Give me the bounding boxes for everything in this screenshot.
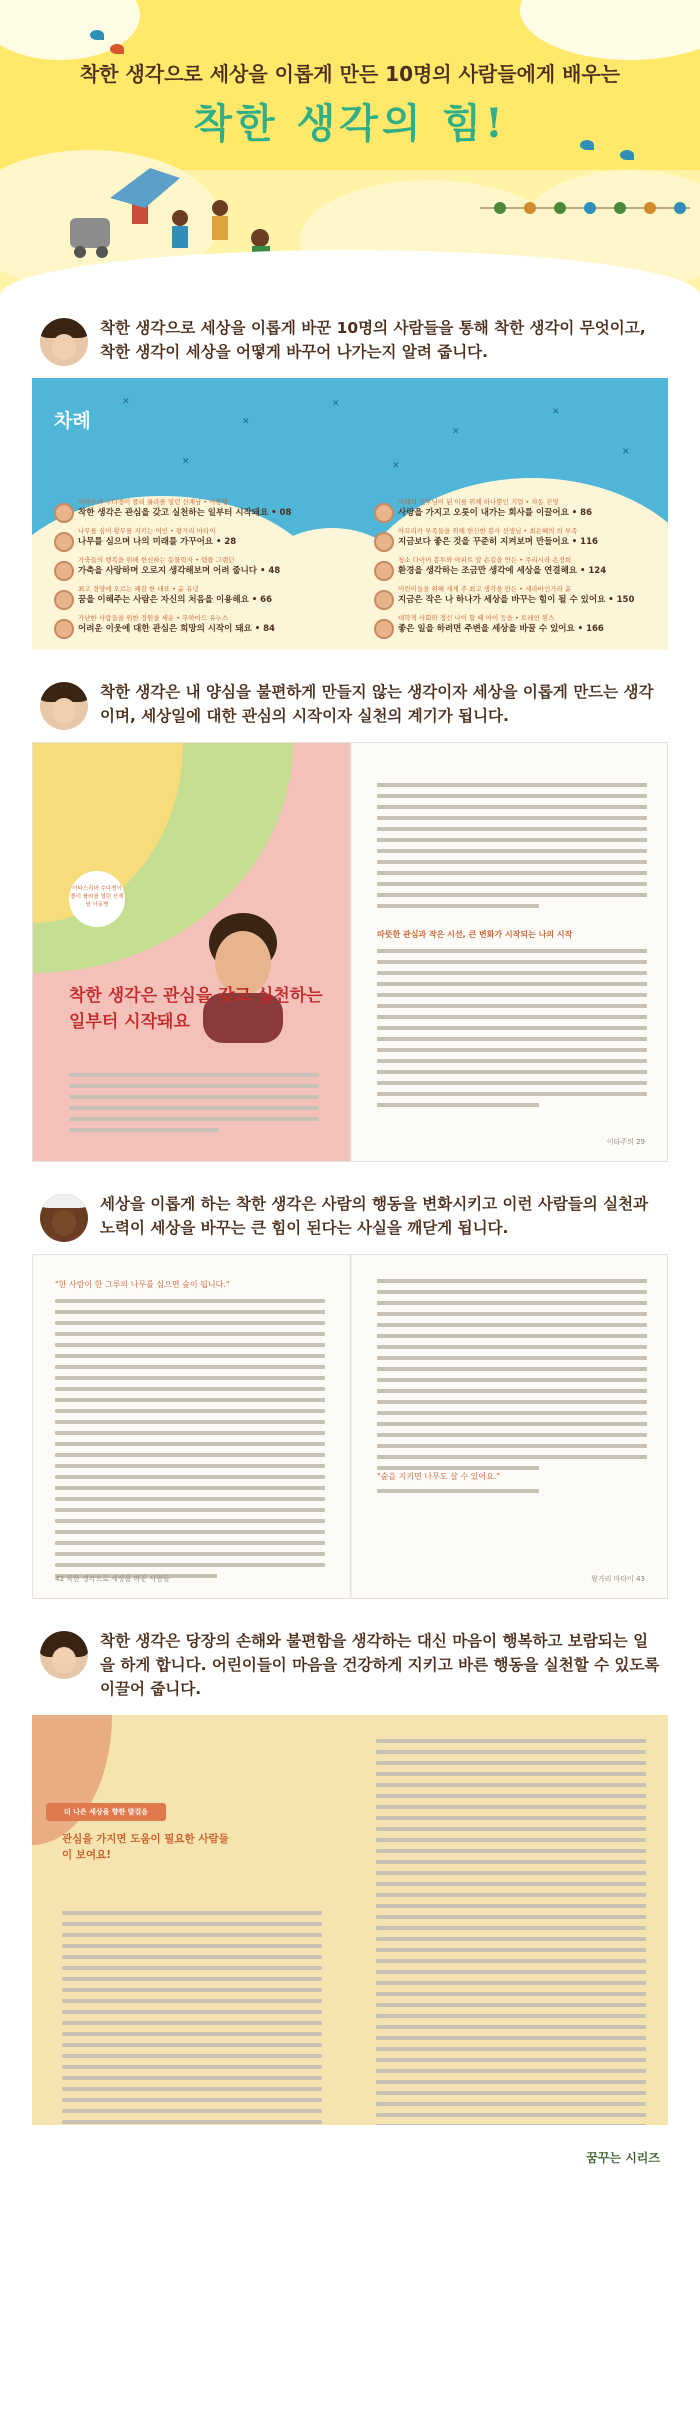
portrait-thumb: [54, 503, 74, 523]
portrait-thumb: [374, 619, 394, 639]
toc-item-main: 가축을 사랑하며 오로지 생각해보며 어려 줍니다 • 48: [78, 566, 281, 576]
portrait-thumb: [374, 590, 394, 610]
portrait-thumb: [374, 503, 394, 523]
toc-item-sub: 아프리카 부족들을 위해 헌신한 봉사 선생님 • 최은혜의 의 부족: [398, 527, 578, 535]
spread-right-page: [351, 1255, 668, 1598]
hero-title: 착한 생각의 힘!: [193, 100, 507, 147]
speech-bubble: 이타스리마 수다쟁이 폴리 롤라를 열린 산재남 아동병: [69, 871, 125, 927]
toc-item[interactable]: [48, 556, 338, 585]
section-change: [0, 1162, 700, 1599]
toc-item-main: 꿈을 이해주는 사람은 자신의 처음을 이용해요 • 66: [78, 595, 272, 605]
section-header: [0, 1599, 700, 1701]
toc-item[interactable]: [368, 614, 658, 643]
toc-item[interactable]: [368, 498, 658, 527]
portrait-thumb: [54, 561, 74, 581]
section-text: 착한 생각은 당장의 손해와 불편함을 생각하는 대신 마음이 행복하고 보람되는 일을 하게 합니다. 어린이들이 마음을 건강하게 지키고 바른 행동을 실천할 수 있도록 이끌어 줍니다.: [100, 1632, 660, 1698]
toc-item-sub: 대학적 사회와 정신 나이 할 때 아이 등을 • 트레인 윈스: [398, 614, 555, 622]
toc-item-main: 좋은 일을 하려면 주변을 세상을 바꿀 수 있어요 • 166: [398, 624, 604, 634]
toc-item-main: 착한 생각은 관심을 갖고 실천하는 일부터 시작돼요 • 08: [78, 508, 292, 518]
hero-subtitle: 착한 생각으로 세상을 이롭게 만든 10명의 사람들에게 배우는: [79, 62, 621, 86]
avatar: [40, 318, 88, 366]
toc-item-main: 사랑을 가지고 오롯이 내가는 회사를 이끌어요 • 86: [398, 508, 592, 518]
toc-item-sub: 가난한 사람들을 위한 정원을 세운 • 무하마드 유누스: [78, 614, 229, 622]
body-text-block: [376, 1739, 646, 2125]
portrait-thumb: [54, 590, 74, 610]
section-header: [0, 1162, 700, 1240]
portrait-thumb: [374, 532, 394, 552]
toc-item[interactable]: [368, 585, 658, 614]
section-text: 착한 생각은 내 양심을 불편하게 만들지 않는 생각이자 세상을 이롭게 만드는 생각이며, 세상일에 대한 관심의 시작이자 실천의 계기가 됩니다.: [100, 683, 654, 725]
body-text-block: [377, 1489, 647, 1500]
toc-item-main: 어려운 이웃에 대한 관심은 희망의 시작이 돼요 • 84: [78, 624, 275, 634]
avatar: [40, 1194, 88, 1242]
section-header: [0, 300, 700, 364]
toc-item[interactable]: [368, 556, 658, 585]
bird-icon: [110, 44, 124, 54]
avatar: [40, 1631, 88, 1679]
page-number: 왕가리 마타이 43: [591, 1575, 645, 1583]
section-text: 착한 생각으로 세상을 이롭게 바꾼 10명의 사람들을 통해 착한 생각이 무엇이고, 착한 생각이 세상을 어떻게 바꾸어 나가는지 알려 줍니다.: [100, 319, 646, 361]
subheading: 따뜻한 관심과 작은 시선, 큰 변화가 시작되는 나의 시작: [377, 930, 573, 939]
toc-item-main: 환경을 생각하는 조금만 생각에 세상을 연결해요 • 124: [398, 566, 607, 576]
toc-column-right: [368, 498, 658, 643]
toc-item-sub: 가축들의 행복을 위해 헌신하는 동물학자 • 템플 그랜딘: [78, 556, 235, 564]
page-number: 이타주의 29: [606, 1138, 645, 1146]
toc-item-main: 나무를 심으며 나의 미래를 가꾸어요 • 28: [78, 537, 237, 547]
book-spread-2: [32, 1254, 668, 1599]
toc-item-main: 지금은 작은 나 하나가 세상을 바꾸는 힘이 될 수 있어요 • 150: [398, 595, 635, 605]
toc-item[interactable]: [48, 585, 338, 614]
spread-right-page: [351, 743, 668, 1161]
toc-panel: ✕ ✕ ✕ ✕ ✕ ✕ ✕ ✕ 차례 이타주의 수다쟁이 폴리 롤라를 열린 산재남 • 아동병 착한 생각은 관심을 갖고 실천하는 일부터 시작돼요 • 08 나무를 심어 황무를 지키는 여인 • 왕가리 마타이 나무를 심으며 나의 미래를 가꾸어요 • 28 가축들의 행복을 위해 헌신하는 동물학자 • 템플 그랜딘 가축을 사랑하며 오로지 생각해보며 어려 줍니다 • 48 최고 경영에 오르는 쾌감 한 대표 • 윤 유녕 꿈을 이해주는 사람은 자신의 처음을 이용해요 • 66 가난한 사람들을 위한 정원을 세운 • 무하마드 유누스 어려운 이웃에 대한 관심은 희망의 시작이 돼요 • 84 이태석 신부님이 된 이를 위해 하나뿐인 기업 • 차동 진영 사랑을 가지고 오롯이 내가는 회사를 이끌어요 • 86 아프리카 부족들을 위해 헌신한 봉사 선생님 • 최은혜의 의 부족 지금보다 좋은 것을 꾸준히 지켜보며 만들어요 • 116 청소 다이어 봉투와 아파트 앞 손길을 만든 • 주리시라 손정희 환경을 생각하는 조금만 생각에 세상을 연결해요 • 124 어린이들을 위해 세계 주 최고 생각을 만든 • 세라바인가라 윤 지금은 작은 나 하나가 세상을 바꾸는 힘이 될 수 있어요 • 150 대학적 사회와 정신 나이 할 때 아이 등을 • 트레인 윈스 좋은 일을 하려면 주변을 세상을 바꿀 수 있어요 • 166: [32, 378, 668, 650]
toc-title: 차례: [54, 410, 91, 432]
portrait-thumb: [54, 532, 74, 552]
book-spread-1: [32, 742, 668, 1162]
book-spread-3: [32, 1715, 668, 2125]
hero-banner: [0, 0, 700, 300]
toc-item[interactable]: [48, 498, 338, 527]
toc-item-sub: 어린이들을 위해 세계 주 최고 생각을 만든 • 세라바인가라 윤: [398, 585, 572, 593]
quote-text: "숲을 지키면 나무도 살 수 있어요.": [377, 1472, 501, 1481]
spread-left-page: [33, 743, 351, 1161]
bird-icon: [620, 150, 634, 160]
body-text-block: [377, 1279, 647, 1477]
chapter-heading: 관심을 가지면 도움이 필요한 사람들이 보여요!: [62, 1833, 229, 1861]
toc-item-sub: 최고 경영에 오르는 쾌감 한 대표 • 윤 유녕: [78, 585, 199, 593]
toc-item-sub: 나무를 심어 황무를 지키는 여인 • 왕가리 마타이: [78, 527, 216, 535]
publisher-logo: 꿈꾸는 시리즈: [586, 2151, 660, 2165]
spread-left-page: [33, 1255, 351, 1598]
body-text-block: [377, 949, 647, 1114]
bird-icon: [90, 30, 104, 40]
section-header: [0, 650, 700, 728]
toc-item[interactable]: [48, 527, 338, 556]
avatar: [40, 682, 88, 730]
footer: [0, 2133, 700, 2193]
section-conscience: [0, 650, 700, 1162]
chapter-tag: 더 나은 세상을 향한 발걸음: [46, 1803, 166, 1821]
chapter-quote: 착한 생각은 관심을 갖고 실천하는 일부터 시작돼요: [69, 986, 323, 1032]
toc-item[interactable]: [368, 527, 658, 556]
page-background: [32, 1715, 112, 1845]
body-text-block: [69, 1073, 319, 1139]
section-intro: [0, 300, 700, 650]
toc-item[interactable]: [48, 614, 338, 643]
section-happiness: [0, 1599, 700, 2125]
toc-item-main: 지금보다 좋은 것을 꾸준히 지켜보며 만들어요 • 116: [398, 537, 598, 547]
body-text-block: [62, 1911, 322, 2125]
portrait-thumb: [54, 619, 74, 639]
toc-item-sub: 이태석 신부님이 된 이를 위해 하나뿐인 기업 • 차동 진영: [398, 498, 559, 506]
toc-item-sub: 이타주의 수다쟁이 폴리 롤라를 열린 산재남 • 아동병: [78, 498, 229, 506]
toc-column-left: [48, 498, 338, 643]
body-text-block: [377, 783, 647, 915]
page-number: 42 착한 생각으로 세상을 바꾼 사람들: [55, 1575, 170, 1583]
fruit-string-illustration: [480, 200, 690, 216]
toc-item-sub: 청소 다이어 봉투와 아파트 앞 손길을 만든 • 주리시라 손정희: [398, 556, 572, 564]
quote-text: "한 사람이 한 그루의 나무를 심으면 숲이 됩니다.": [55, 1280, 230, 1289]
body-text-block: [55, 1299, 325, 1585]
spread-right-page: [350, 1715, 668, 2125]
spread-left-page: [32, 1715, 350, 2125]
section-text: 세상을 이롭게 하는 착한 생각은 사람의 행동을 변화시키고 이런 사람들의 실천과 노력이 세상을 바꾸는 큰 힘이 된다는 사실을 깨닫게 됩니다.: [100, 1195, 649, 1237]
portrait-thumb: [374, 561, 394, 581]
